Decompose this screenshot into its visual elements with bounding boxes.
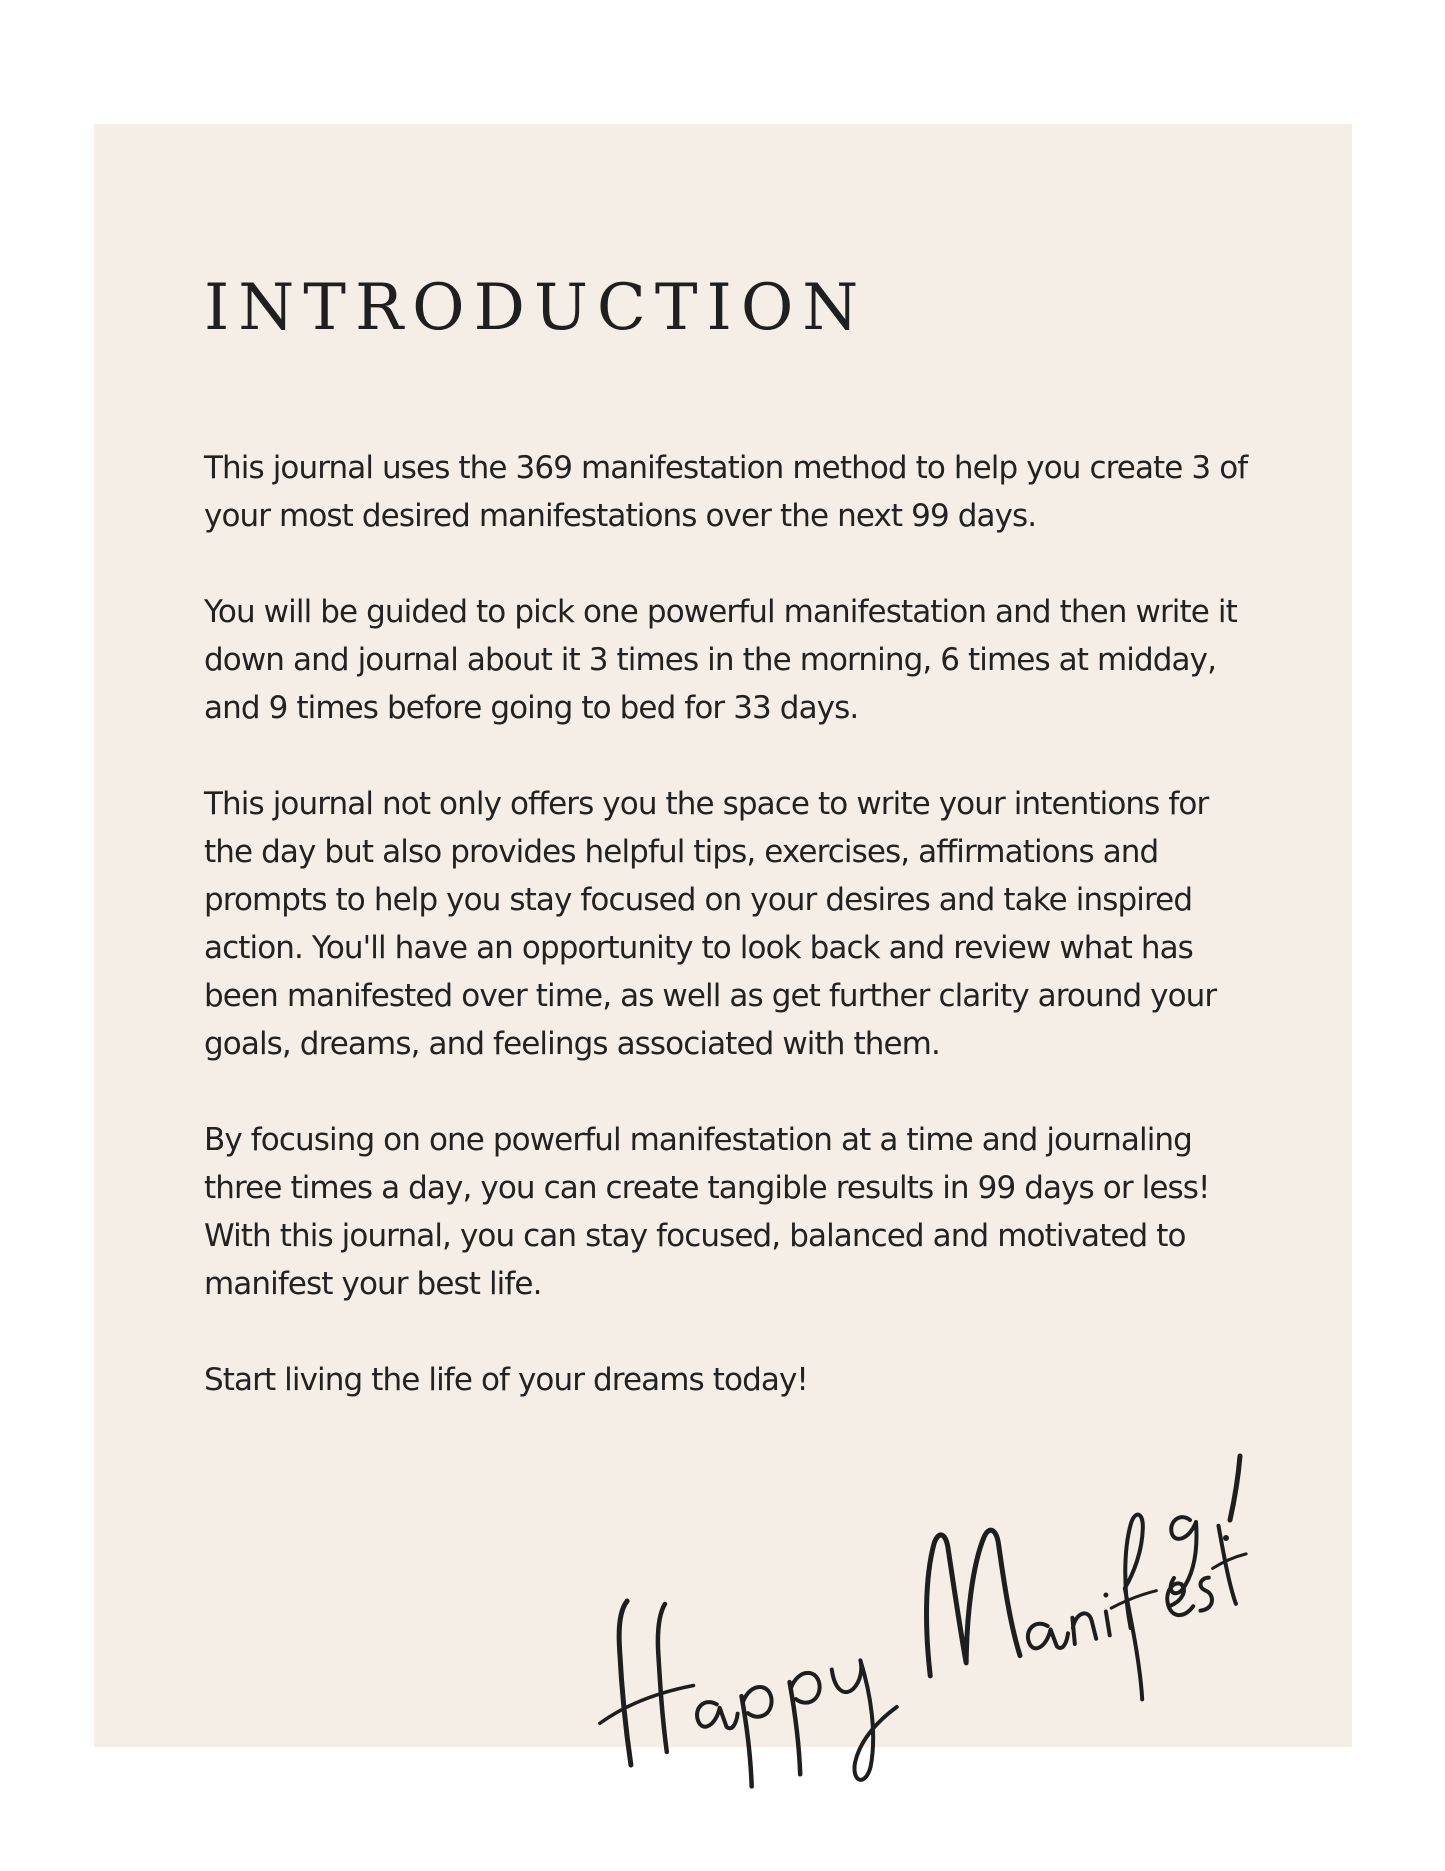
paragraph-1: This journal uses the 369 manifestation method to help you create 3 of your most desired manifestations over the next 99 days. [204, 450, 1248, 534]
page-title: INTRODUCTION [204, 271, 868, 345]
paragraph-4: By focusing on one powerful manifestation at a time and journaling three times a day, you can create tangible results in 99 days or less! With this journal, you can stay focused, balanced and motivated to manifest your best life. [204, 1122, 1210, 1302]
happy-manifesting-signature [557, 1454, 1257, 1794]
paragraph-3: This journal not only offers you the space to write your intentions for the day but also provides helpful tips, exercises, affirmations and prompts to help you stay focused on your desires and take inspired action. You'll have an opportunity to look back and review what has been manifested over time, as well as get further clarity around your goals, dreams, and feelings associated with them. [204, 786, 1217, 1062]
paragraph-2: You will be guided to pick one powerful manifestation and then write it down and journal about it 3 times in the morning, 6 times at midday, and 9 times before going to bed for 33 days. [204, 594, 1237, 726]
paragraph-5: Start living the life of your dreams today! [204, 1362, 808, 1398]
introduction-body [204, 444, 1264, 1452]
signature-ending [1160, 1450, 1300, 1600]
